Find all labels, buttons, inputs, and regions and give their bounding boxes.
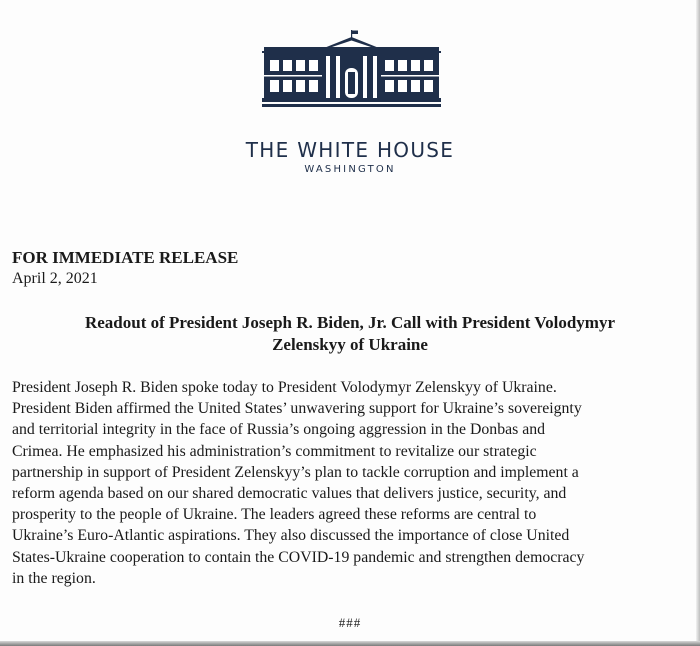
release-date: April 2, 2021: [12, 270, 98, 287]
headline-line: Zelenskyy of Ukraine: [272, 335, 428, 354]
body-line: and territorial integrity in the face of Russia’s ongoing aggression in the Donbas and: [12, 421, 546, 439]
page-bottom-border: [0, 641, 700, 646]
body-line: President Joseph R. Biden spoke today to President Volodymyr Zelenskyy of Ukraine.: [12, 379, 557, 396]
body-line: reform agenda based on our shared democratic values that delivers justice, security, and: [12, 485, 567, 503]
body-line: Ukraine’s Euro-Atlantic aspirations. They also discussed the importance of close United: [12, 527, 570, 545]
body-line: prosperity to the people of Ukraine. The leaders agreed these reforms are central to: [12, 506, 537, 524]
headline-line: Readout of President Joseph R. Biden, Jr. Call with President Volodymyr: [84, 313, 616, 332]
body-line: Crimea. He emphasized his administration’s commitment to revitalize our strategic: [12, 442, 537, 460]
body-paragraph: [12, 377, 684, 589]
header-title: THE WHITE HOUSE: [245, 138, 455, 162]
headline: [20, 312, 680, 356]
white-house-building-icon: [262, 30, 441, 112]
body-line: in the region.: [12, 569, 96, 587]
end-mark: ###: [338, 615, 362, 630]
page-edge-shadow: [696, 0, 700, 646]
body-line: President Biden affirmed the United States’ unwavering support for Ukraine’s sovereignty: [12, 400, 582, 418]
header-subtitle: WASHINGTON: [304, 164, 396, 175]
body-line: partnership in support of President Zelenskyy’s plan to tackle corruption and implement a: [12, 463, 579, 481]
release-label: FOR IMMEDIATE RELEASE: [12, 248, 239, 267]
body-line: States-Ukraine cooperation to contain the COVID-19 pandemic and strengthen democracy: [12, 548, 585, 566]
